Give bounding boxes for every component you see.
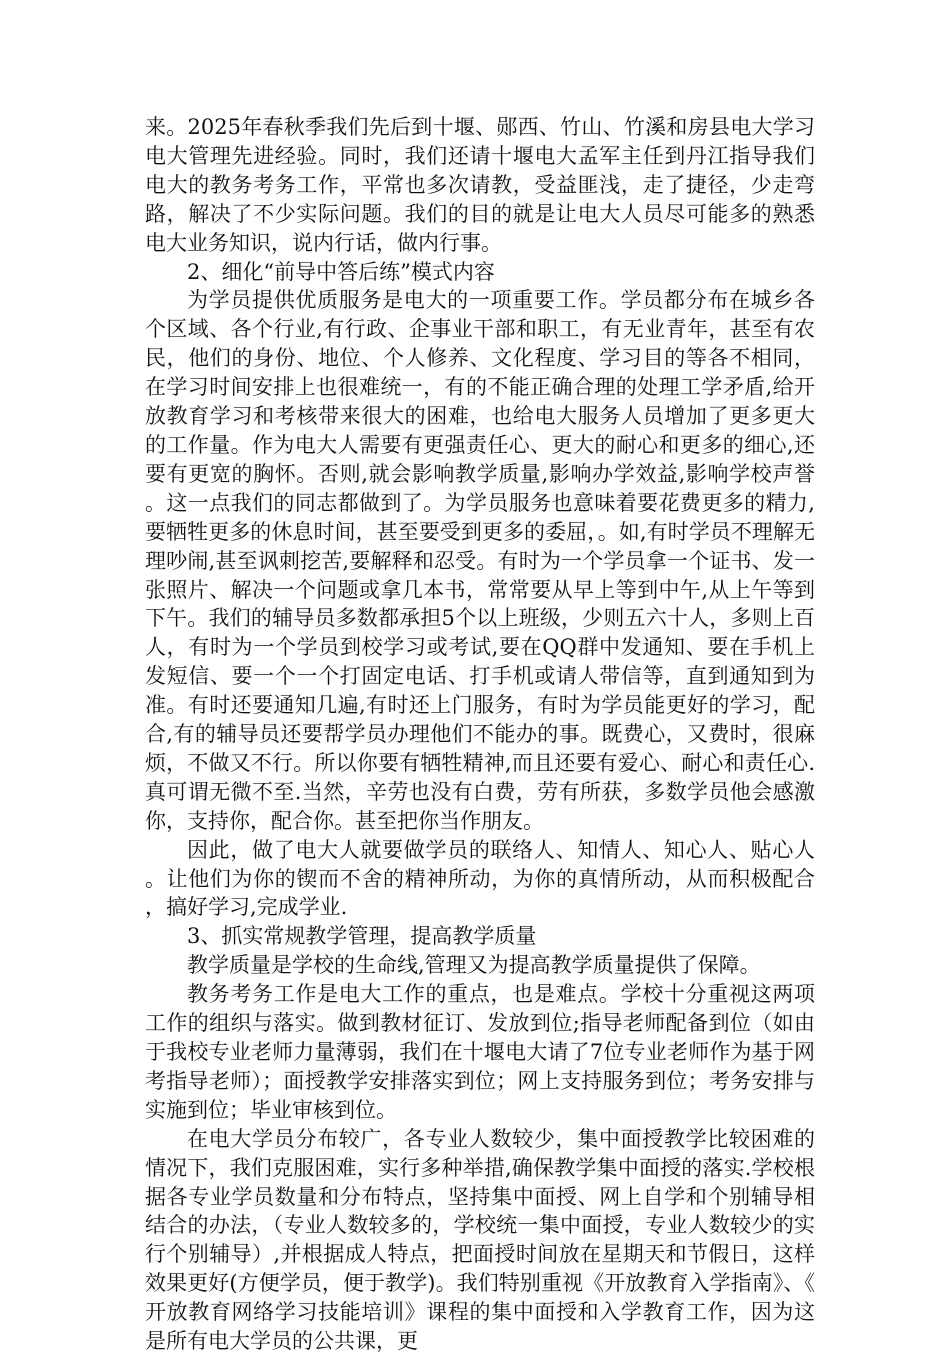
section-heading-3: 3、抓实常规教学管理，提高教学质量 xyxy=(187,924,537,949)
paragraph-service: 为学员提供优质服务是电大的一项重要工作。学员都分布在城乡各个区域、各个行业,有行政、企事业干部和职工，有无业青年，甚至有农民，他们的身份、地位、个人修养、文化程度、学习目的等各不相同，在学习时间安排上也很难统一，有的不能正确合理的处理工学矛盾,给开放教育学习和考核带来很大的困难，也给电大服务人员增加了更多更大的工作量。作为电大人需要有更强责任心、更大的耐心和更多的细心,还要有更宽的胸怀。否则,就会影响教学质量,影响办学效益,影响学校声誉。这一点我们的同志都做到了。为学员服务也意味着要花费更多的精力,要牺牲更多的休息时间，甚至要受到更多的委屈，。如,有时学员不理解无理吵闹,甚至讽刺挖苦,要解释和忍受。有时为一个学员拿一个证书、发一张照片、解决一个问题或拿几本书，常常要从早上等到中午,从上午等到下午。我们的辅导员多数都承担5个以上班级，少则五六十人，多则上百人，有时为一个学员到校学习或考试,要在QQ群中发通知、要在手机上发短信、要一个一个打固定电话、打手机或请人带信等，直到通知到为准。有时还要通知几遍,有时还上门服务，有时为学员能更好的学习，配合,有的辅导员还要帮学员办理他们不能办的事。既费心，又费时，很麻烦，不做又不行。所以你要有牺牲精神,而且还要有爱心、耐心和责任心.真可谓无微不至.当然，辛劳也没有白费，劳有所获，多数学员他会感激你，支持你，配合你。甚至把你当作朋友。 xyxy=(145,288,815,833)
paragraph-quality: 教学质量是学校的生命线,管理又为提高教学质量提供了保障。 xyxy=(187,953,761,978)
paragraph-face-to-face: 在电大学员分布较广，各专业人数较少，集中面授教学比较困难的情况下，我们克服困难，实行多种举措,确保教学集中面授的落实.学校根据各专业学员数量和分布特点，坚持集中面授、网上自学和个别辅导相结合的办法，（专业人数较多的，学校统一集中面授，专业人数较少的实行个别辅导）,并根据成人特点，把面授时间放在星期天和节假日，这样效果更好(方便学员，便于教学)。我们特别重视《开放教育入学指南》、《开放教育网络学习技能培训》课程的集中面授和入学教育工作，因为这是所有电大学员的公共课，更 xyxy=(145,1126,815,1354)
section-heading-2: 2、细化“前导中答后练”模式内容 xyxy=(187,259,495,284)
paragraph-academic-affairs: 教务考务工作是电大工作的重点，也是难点。学校十分重视这两项工作的组织与落实。做到教材征订、发放到位;指导老师配备到位（如由于我校专业老师力量薄弱，我们在十堰电大请了7位专业老师作为基于网考指导老师）；面授教学安排落实到位；网上支持服务到位；考务安排与实施到位；毕业审核到位。 xyxy=(145,982,815,1122)
document-page xyxy=(145,113,815,1356)
paragraph-therefore: 因此，做了电大人就要做学员的联络人、知情人、知心人、贴心人。让他们为你的锲而不舍的精神所动，为你的真情所动，从而积极配合，搞好学习,完成学业. xyxy=(145,837,815,920)
paragraph-continued: 来。2025年春秋季我们先后到十堰、郧西、竹山、竹溪和房县电大学习电大管理先进经验。同时，我们还请十堰电大孟军主任到丹江指导我们电大的教务考务工作，平常也多次请教，受益匪浅，走了捷径，少走弯路，解决了不少实际问题。我们的目的就是让电大人员尽可能多的熟悉电大业务知识，说内行话，做内行事。 xyxy=(145,115,815,255)
